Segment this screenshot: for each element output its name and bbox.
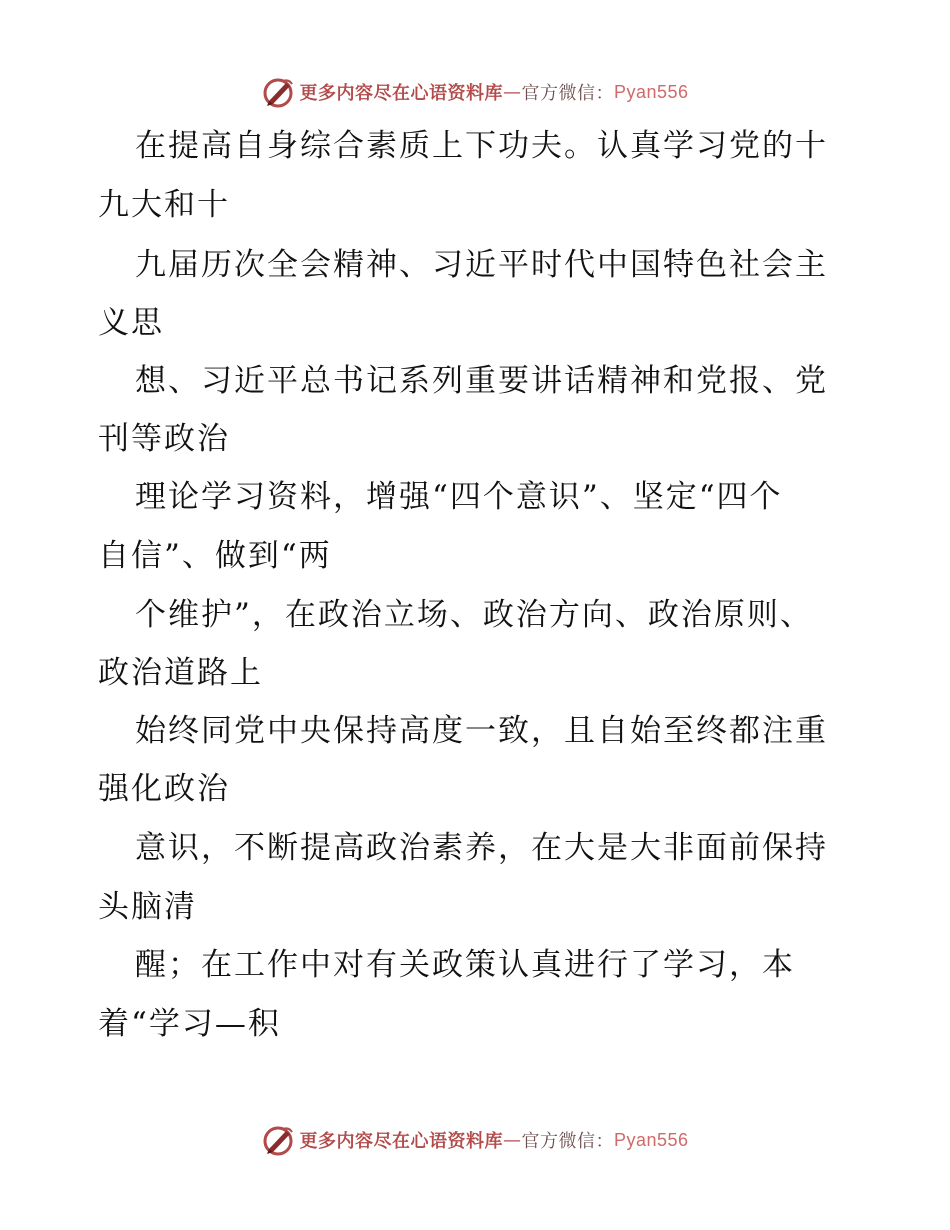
footer-wechat-id: Pyan556: [613, 1129, 689, 1150]
text-line: 意识，不断提高政治素养，在大是大非面前保持: [135, 830, 828, 866]
text-line: 着“学习—积: [98, 1006, 281, 1042]
text-line: 强化政治: [98, 771, 230, 807]
header-dash: —: [502, 81, 522, 103]
text-line: 理论学习资料，增强“四个意识”、坚定“四个: [135, 479, 783, 515]
header-wechat-id: Pyan556: [613, 81, 689, 102]
text-line: 头脑清: [98, 889, 197, 925]
text-line: 在提高自身综合素质上下功夫。认真学习党的十: [135, 128, 828, 164]
header-wechat-label: 官方微信：: [521, 83, 614, 104]
footer-wechat-label: 官方微信：: [521, 1131, 614, 1152]
text-line: 醒；在工作中对有关政策认真进行了学习，本: [135, 947, 795, 983]
footer-banner: [0, 1120, 950, 1160]
text-line: 个维护”，在政治立场、政治方向、政治原则、: [135, 597, 813, 633]
pen-logo-icon: [261, 1123, 295, 1157]
text-line: 自信”、做到“两: [98, 538, 332, 574]
header-promo-text: 更多内容尽在心语资料库: [299, 83, 503, 104]
text-line: 九届历次全会精神、习近平时代中国特色社会主: [135, 247, 828, 283]
footer-dash: —: [502, 1129, 522, 1151]
text-line: 想、习近平总书记系列重要讲话精神和党报、党: [135, 363, 828, 399]
footer-promo-text: 更多内容尽在心语资料库: [299, 1131, 503, 1152]
text-line: 九大和十: [98, 187, 230, 223]
text-line: 刊等政治: [98, 421, 230, 457]
text-line: 义思: [98, 305, 164, 341]
text-line: 始终同党中央保持高度一致，且自始至终都注重: [135, 713, 828, 749]
text-line: 政治道路上: [98, 655, 263, 691]
